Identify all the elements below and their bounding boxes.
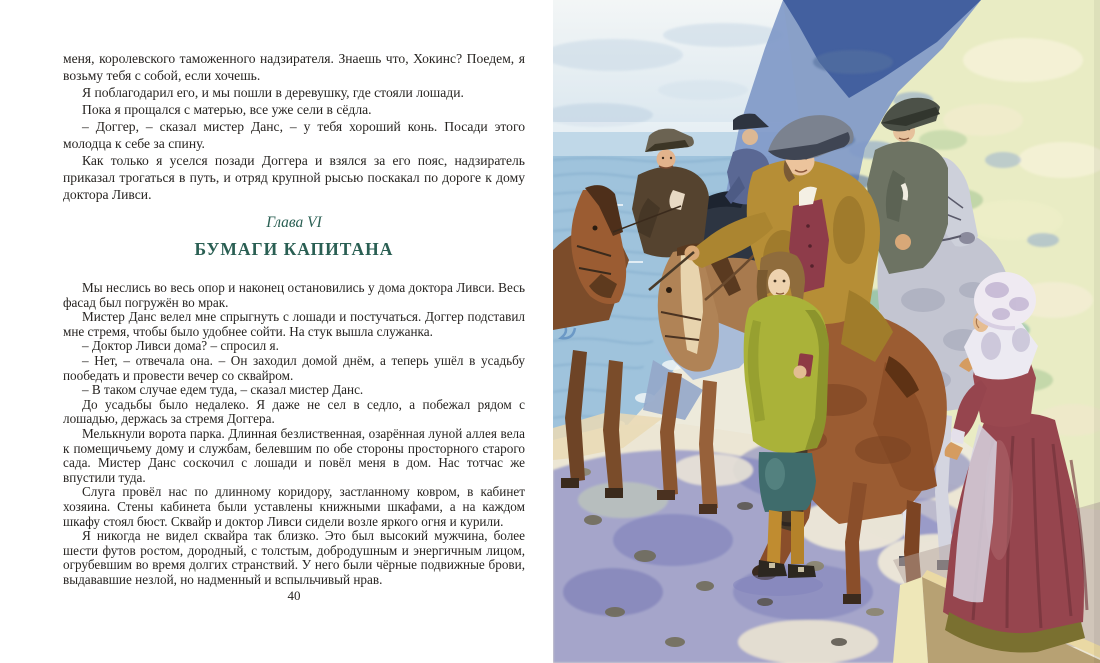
paragraph: Мистер Данс велел мне спрыгнуть с лошади и постучаться. Доггер подставил мне стремя, чтобы было удобнее сойти. На стук вышла служанка. — [63, 309, 525, 339]
left-page — [63, 0, 525, 663]
paragraph: Слуга провёл нас по длинному коридору, застланному ковром, в кабинет хозяина. Стены кабинета были уставлены книжными шкафами, а на каждом шкафу стоял бюст. Сквайр и доктор Ливси сидели возле яркого огня и курили. — [63, 484, 525, 529]
paragraph: Как только я уселся позади Доггера и взялся за его пояс, надзиратель приказал трогаться в путь, и отряд крупной рысью поскакал по дороге к дому доктора Ливси. — [63, 153, 525, 202]
text-block-continued — [63, 0, 525, 203]
book-illustration — [553, 0, 1100, 663]
paragraph: – Доктор Ливси дома? – спросил я. — [82, 338, 279, 354]
right-page — [553, 0, 1100, 663]
paragraph: Я никогда не видел сквайра так близко. Это был высокий мужчина, более шести футов ростом, дородный, с толстым, добродушным и энергичным лицом, огрубевшим во время долгих странствий. У него были чёрные подвижные брови, выдававшие незлой, но надменный и вспыльчивый нрав. — [63, 528, 525, 587]
paragraph: – Доггер, – сказал мистер Данс, – у тебя хороший конь. Посади этого молодца к себе за спину. — [63, 119, 525, 151]
chapter-title: БУМАГИ КАПИТАНА — [194, 239, 394, 259]
paragraph: До усадьбы было недалеко. Я даже не сел в седло, а побежал рядом с лошадью, держась за стремя Доггера. — [63, 396, 525, 427]
paragraph: – Нет, – отвечала она. – Он заходил домой днём, а теперь ушёл в усадьбу пообедать и провести вечер со сквайром. — [63, 352, 525, 383]
paragraph: Пока я прощался с матерью, все уже сели в сёдла. — [82, 102, 372, 117]
paragraph: меня, королевского таможенного надзирателя. Знаешь что, Хокинс? Поедем, я возьму тебя с собой, если хочешь. — [63, 51, 525, 83]
chapter-label: Глава VI — [266, 214, 322, 231]
page-number: 40 — [287, 588, 301, 603]
paragraph: Мелькнули ворота парка. Длинная безлиственная, озарённая луной аллея вела к помещичьему дому и службам, белевшим по обе стороны просторного старого сада. Мистер Данс соскочил с лошади и повёл меня в дом. Нас тотчас же впустили туда. — [63, 425, 525, 485]
paragraph: Мы неслись во весь опор и наконец остановились у дома доктора Ливси. Весь фасад был погружён во мрак. — [63, 280, 525, 310]
paragraph: – В таком случае едем туда, – сказал мистер Данс. — [82, 382, 364, 398]
paragraph: Я поблагодарил его, и мы пошли в деревушку, где стояли лошади. — [82, 85, 464, 100]
text-block-chapter — [63, 281, 525, 587]
page-edge — [1094, 0, 1100, 663]
